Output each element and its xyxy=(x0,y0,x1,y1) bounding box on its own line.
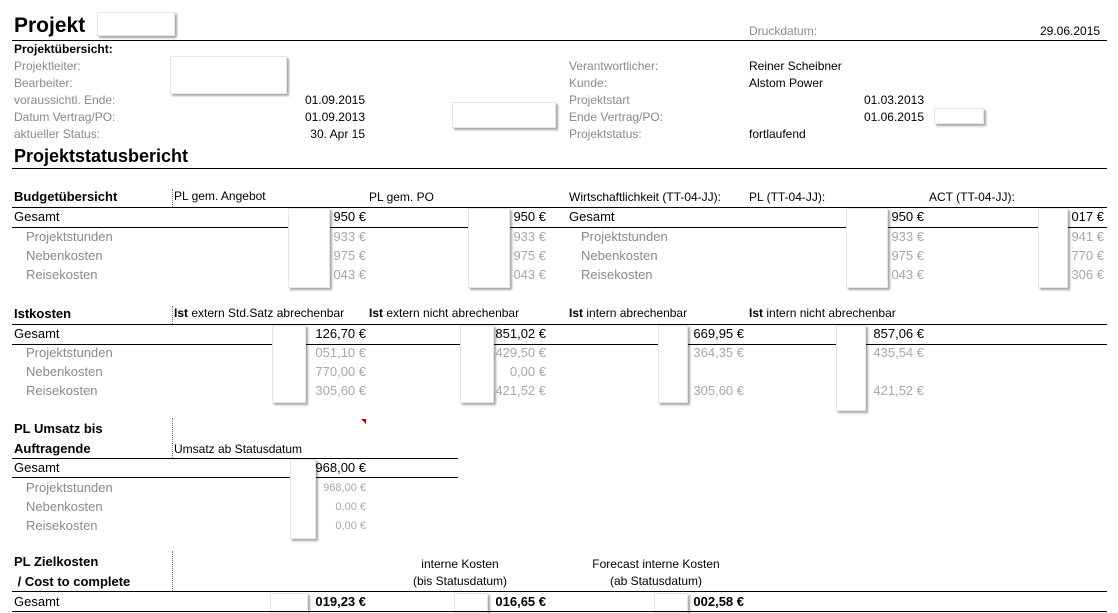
budget-total-label-right: Gesamt xyxy=(569,209,615,224)
verantwortlicher-value: Reiner Scheibner xyxy=(749,59,842,73)
ziel-total-label: Gesamt xyxy=(14,594,60,609)
ist-sub-c1: 305,60 € xyxy=(315,383,366,398)
budget-sub-pl: 043 € xyxy=(891,267,924,282)
ist-col-2 xyxy=(369,306,519,320)
redacted-field xyxy=(452,102,556,128)
umsatz-heading-1: PL Umsatz bis xyxy=(14,421,103,436)
ziel-col3-line1: Forecast interne Kosten xyxy=(592,557,720,571)
budget-sub-angebot: 933 € xyxy=(333,229,366,244)
overview-heading: Projektübersicht: xyxy=(14,42,113,56)
overview-left-value: 30. Apr 15 xyxy=(310,127,365,141)
ist-sub-c3: 364,35 € xyxy=(693,345,744,360)
ziel-col3-line2: (ab Statusdatum) xyxy=(609,574,703,588)
ziel-header-rule xyxy=(12,591,1107,592)
ziel-total-rule xyxy=(12,611,1107,612)
budget-sub-label-right: Reisekosten xyxy=(581,267,653,282)
ist-sub-label: Projektstunden xyxy=(26,345,113,360)
budget-col-act: ACT (TT-04-JJ): xyxy=(929,190,1015,204)
budget-heading: Budgetübersicht xyxy=(14,189,118,204)
ist-sub-c2: 429,50 € xyxy=(495,345,546,360)
budget-sub-act: 306 € xyxy=(1071,267,1104,282)
ist-col-text: intern abrechenbar xyxy=(583,306,688,320)
budget-sub-angebot: 975 € xyxy=(333,248,366,263)
druckdatum-value: 29.06.2015 xyxy=(1040,24,1101,38)
redacted-names xyxy=(170,56,287,94)
ziel-total-c3: 002,58 € xyxy=(693,594,744,609)
umsatz-sub-label: Nebenkosten xyxy=(26,499,103,514)
ist-col-bold: Ist xyxy=(749,306,764,320)
ist-heading: Istkosten xyxy=(14,306,72,321)
ist-total-c2: 851,02 € xyxy=(495,326,546,341)
overview-left-value: 01.09.2015 xyxy=(304,93,365,107)
budget-sub-act: 770 € xyxy=(1071,248,1104,263)
ist-sub-c3: 305,60 € xyxy=(693,383,744,398)
overview-left-label: voraussichtl. Ende: xyxy=(14,93,116,107)
umsatz-sub-label: Reisekosten xyxy=(26,518,98,533)
budget-col-po: PL gem. PO xyxy=(369,190,434,204)
projektstatus-value: fortlaufend xyxy=(749,127,806,141)
ziel-heading-1: PL Zielkosten xyxy=(14,554,99,569)
ist-col-4 xyxy=(749,306,896,320)
report-title: Projektstatusbericht xyxy=(14,146,189,166)
ist-total-label: Gesamt xyxy=(14,326,60,341)
budget-col-angebot: PL gem. Angebot xyxy=(174,189,266,203)
umsatz-total-label: Gesamt xyxy=(14,460,60,475)
umsatz-sub: 0,00 € xyxy=(335,501,366,513)
budget-total-pl: 950 € xyxy=(891,209,924,224)
ist-col-bold: Ist xyxy=(369,306,384,320)
ziel-divider xyxy=(172,551,174,591)
budget-divider xyxy=(172,189,174,207)
budget-sub-label: Projektstunden xyxy=(26,229,113,244)
umsatz-sub: 968,00 € xyxy=(323,482,366,494)
budget-col-wirtschaftlichkeit: Wirtschaftlichkeit (TT-04-JJ): xyxy=(569,190,722,204)
budget-sub-act: 941 € xyxy=(1071,229,1104,244)
overview-left-label: aktueller Status: xyxy=(14,127,101,141)
report-title-rule xyxy=(12,168,1107,169)
budget-sub-pl: 933 € xyxy=(891,229,924,244)
budget-sub-label: Reisekosten xyxy=(26,267,98,282)
ist-sub-c2: 0,00 € xyxy=(509,364,546,379)
ist-col-text: intern nicht abrechenbar xyxy=(763,306,896,320)
overview-left-label: Datum Vertrag/PO: xyxy=(14,110,116,124)
ist-sub-c1: 051,10 € xyxy=(315,345,366,360)
druckdatum-label: Druckdatum: xyxy=(749,24,818,38)
projektstart-value: 01.03.2013 xyxy=(863,93,924,107)
overview-right-label: Kunde: xyxy=(569,76,608,90)
ist-total-c1: 126,70 € xyxy=(315,326,366,341)
ist-total-rule xyxy=(12,344,1107,345)
ende-vertrag-value: 01.06.2015 xyxy=(863,110,924,124)
budget-total-angebot: 950 € xyxy=(333,209,366,224)
ziel-total-c2: 016,65 € xyxy=(495,594,546,609)
overview-left-label: Projektleiter: xyxy=(14,59,81,73)
ist-total-c3: 669,95 € xyxy=(693,326,744,341)
overview-right-label: Projektstart xyxy=(569,93,630,107)
budget-total-label: Gesamt xyxy=(14,209,60,224)
overview-right-label: Verantwortlicher: xyxy=(569,59,659,73)
redacted-project-name xyxy=(97,12,175,36)
ziel-heading-2: / Cost to complete xyxy=(14,574,131,589)
kunde-value: Alstom Power xyxy=(749,76,824,90)
umsatz-total-rule xyxy=(12,477,458,478)
overview-right-label: Ende Vertrag/PO: xyxy=(569,110,664,124)
overview-left-label: Bearbeiter: xyxy=(14,76,73,90)
comment-marker xyxy=(361,419,366,424)
ist-sub-c1: 770,00 € xyxy=(315,364,366,379)
ziel-col2-line1: interne Kosten xyxy=(421,557,499,571)
umsatz-heading-2: Auftragende xyxy=(14,441,91,456)
ist-sub-c2: 421,52 € xyxy=(495,383,546,398)
header-rule xyxy=(12,40,1107,41)
ziel-col2-line2: (bis Statusdatum) xyxy=(412,574,508,588)
ist-divider xyxy=(172,306,174,324)
umsatz-header-rule xyxy=(12,458,458,459)
budget-total-rule xyxy=(12,227,1107,228)
ist-col-1 xyxy=(174,306,344,320)
umsatz-sub: 0,00 € xyxy=(335,520,366,532)
ist-col-3 xyxy=(569,306,687,320)
overview-left-value: 01.09.2013 xyxy=(304,110,365,124)
budget-sub-label-right: Nebenkosten xyxy=(581,248,658,263)
ist-sub-label: Nebenkosten xyxy=(26,364,103,379)
redacted-field xyxy=(934,108,984,124)
ist-total-c4: 857,06 € xyxy=(873,326,924,341)
umsatz-col: Umsatz ab Statusdatum xyxy=(174,442,303,456)
budget-sub-label: Nebenkosten xyxy=(26,248,103,263)
ist-sub-label: Reisekosten xyxy=(26,383,98,398)
budget-total-po: 950 € xyxy=(513,209,546,224)
overview-right-label: Projektstatus: xyxy=(569,127,642,141)
ziel-total-c1: 019,23 € xyxy=(315,594,366,609)
ist-header-rule xyxy=(12,324,1107,325)
budget-col-pl: PL (TT-04-JJ): xyxy=(749,190,826,204)
umsatz-sub-label: Projektstunden xyxy=(26,480,113,495)
budget-sub-po: 043 € xyxy=(513,267,546,282)
ist-col-bold: Ist xyxy=(569,306,584,320)
ist-col-bold: Ist xyxy=(174,306,189,320)
budget-sub-angebot: 043 € xyxy=(333,267,366,282)
project-title: Projekt xyxy=(14,14,86,37)
ist-sub-c4: 421,52 € xyxy=(873,383,924,398)
budget-total-act: 017 € xyxy=(1071,209,1104,224)
budget-sub-po: 933 € xyxy=(513,229,546,244)
budget-sub-pl: 975 € xyxy=(891,248,924,263)
budget-header-rule xyxy=(12,207,1107,208)
ist-col-text: extern Std.Satz abrechenbar xyxy=(188,306,345,320)
umsatz-total: 968,00 € xyxy=(315,460,366,475)
ist-sub-c4: 435,54 € xyxy=(873,345,924,360)
ist-col-text: extern nicht abrechenbar xyxy=(383,306,520,320)
budget-sub-label-right: Projektstunden xyxy=(581,229,668,244)
budget-sub-po: 975 € xyxy=(513,248,546,263)
